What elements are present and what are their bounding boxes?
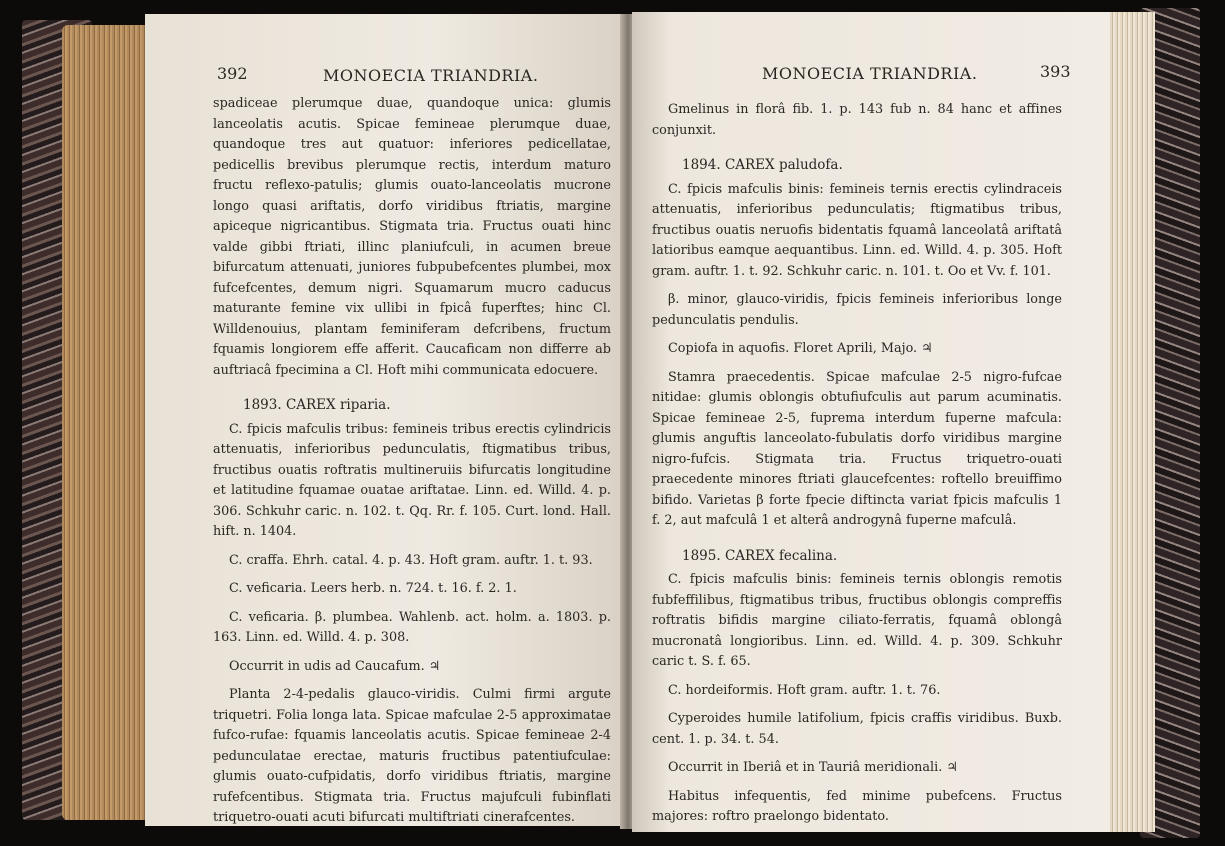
- text-paragraph: Habitus infequentis, fed minime pubefcens. Fructus majores: roftro praelongo bidentato.: [652, 788, 1062, 824]
- left-running-head: MONOECIA TRIANDRIA.: [323, 66, 539, 85]
- text-paragraph: C. veficaria. β. plumbea. Wahlenb. act. holm. a. 1803. p. 163. Linn. ed. Willd. 4. p. 308.: [213, 609, 611, 645]
- species-heading: 1895. CAREX fecalina.: [682, 547, 838, 564]
- text-paragraph: C. veficaria. Leers herb. n. 724. t. 16. f. 2. 1.: [229, 581, 517, 596]
- text-paragraph: Occurrit in Iberiâ et in Tauriâ meridionali. ♃: [668, 760, 958, 775]
- species-heading: 1893. CAREX riparia.: [243, 397, 391, 413]
- text-paragraph: C. fpicis mafculis tribus: femineis tribus erectis cylindricis attenuatis, inferioribus pedunculatis, ftigmatibus tribus, fructibus ouatis roftratis multineruiis bifurcatis longitudine et latitudine fquamae ouatae ariftatae. Linn. ed. Willd. 4. p. 306. Schkuhr caric. n. 102. t. Qq. Rr. f. 105. Curt. lond. Hall. hift. n. 1404.: [213, 421, 611, 539]
- text-paragraph: C. fpicis mafculis binis: femineis ternis oblongis remotis fubfeffilibus, ftigmatibus tribus, fructibus oblongis compreffis roftratis bifidis margine ciliato-ferratis, fquamâ oblongâ mucronatâ longioribus. Linn. ed. Willd. 4. p. 309. Schkuhr caric t. S. f. 65.: [652, 572, 1062, 669]
- text-paragraph: C. craffa. Ehrh. catal. 4. p. 43. Hoft gram. auftr. 1. t. 93.: [229, 552, 593, 568]
- left-text-column: [213, 94, 611, 826]
- text-paragraph: Cyperoides humile latifolium, fpicis craffis viridibus. Buxb. cent. 1. p. 34. t. 54.: [652, 711, 1062, 747]
- text-paragraph: Stamra praecedentis. Spicae mafculae 2-5 nigro-fufcae nitidae: glumis oblongis obtufiufculis aut parum acuminatis. Spicae femineae 2-5, fuprema interdum fuperne mafcula: glumis anguftis lanceolato-fubulatis dorfo viridibus margine nigro-fufcis. Stigmata tria. Fructus triquetro-ouati praecedente minores ftriati glaucefcentes: roftello breuiffimo bifido. Varietas β forte fpecie diftincta variat fpicis mafculis 1 f. 2, aut mafculâ 1 et alterâ androgynâ fuperne mafculâ.: [652, 369, 1062, 528]
- left-page: [145, 14, 625, 826]
- text-paragraph: Copiofa in aquofis. Floret Aprili, Majo. ♃: [668, 341, 933, 356]
- text-paragraph: spadiceae plerumque duae, quandoque unica: glumis lanceolatis acutis. Spicae femineae plerumque duae, quandoque tres aut quatuor: inferiores pedicellatae, pedicellis brevibus plerumque rectis, interdum maturo fructu reflexo-patulis; glumis ouato-lanceolatis mucrone longo quasi ariftatis, dorfo viridibus ftriatis, margine apiceque nigricantibus. Stigmata tria. Fructus ouati hinc valde gibbi ftriati, illinc planiufculi, in acumen breue bifurcatum attenuati, juniores fubpubefcentes plumbei, mox fufcefcentes, demum nigri. Squamarum mucro caducus maturante femine vix ullibi in fpicâ fuperftes; hinc Cl. Willdenouius, plantam feminiferam defcribens, fructum fquamis longiorem effe afferit. Caucaficam non differre ab auftriacâ fpecimina a Cl. Hoft mihi communicata edocuere.: [213, 96, 611, 378]
- right-page: [632, 12, 1110, 832]
- species-heading: 1894. CAREX paludofa.: [682, 157, 843, 173]
- left-page-number: 392: [217, 64, 248, 83]
- text-paragraph: Occurrit in udis ad Caucafum. ♃: [229, 658, 441, 674]
- right-running-head: MONOECIA TRIANDRIA.: [762, 64, 978, 83]
- text-paragraph: C. hordeiformis. Hoft gram. auftr. 1. t. 76.: [668, 682, 941, 698]
- right-page-number: 393: [1040, 62, 1071, 81]
- page-edges-left: [62, 25, 157, 820]
- text-paragraph: β. minor, glauco-viridis, fpicis femineis inferioribus longe pedunculatis pendulis.: [652, 292, 1062, 328]
- text-paragraph: Planta 2-4-pedalis glauco-viridis. Culmi firmi argute triquetri. Folia longa lata. Spicae mafculae 2-5 approximatae fufco-rufae: fquamis lanceolatis acutis. Spicae femineae 2-4 pedunculatae erectae, maturis fructibus patentiufculae: glumis ouato-cufpidatis, dorfo viridibus ftriatis, margine rufefcentibus. Stigmata tria. Fructus majufculi fubinflati triquetro-ouati acuti bifurcati multiftriati cinerafcentes.: [213, 687, 611, 825]
- right-text-column: [652, 100, 1062, 828]
- text-paragraph: Gmelinus in florâ fib. 1. p. 143 fub n. 84 hanc et affines conjunxit.: [652, 102, 1062, 138]
- text-paragraph: C. fpicis mafculis binis: femineis ternis erectis cylindraceis attenuatis, inferioribus pedunculatis; ftigmatibus tribus, fructibus ouatis neruofis bidentatis fquamâ lanceolatâ ariftatâ latioribus eamque aequantibus. Linn. ed. Willd. 4. p. 305. Hoft gram. auftr. 1. t. 92. Schkuhr caric. n. 101. t. Oo et Vv. f. 101.: [652, 181, 1062, 279]
